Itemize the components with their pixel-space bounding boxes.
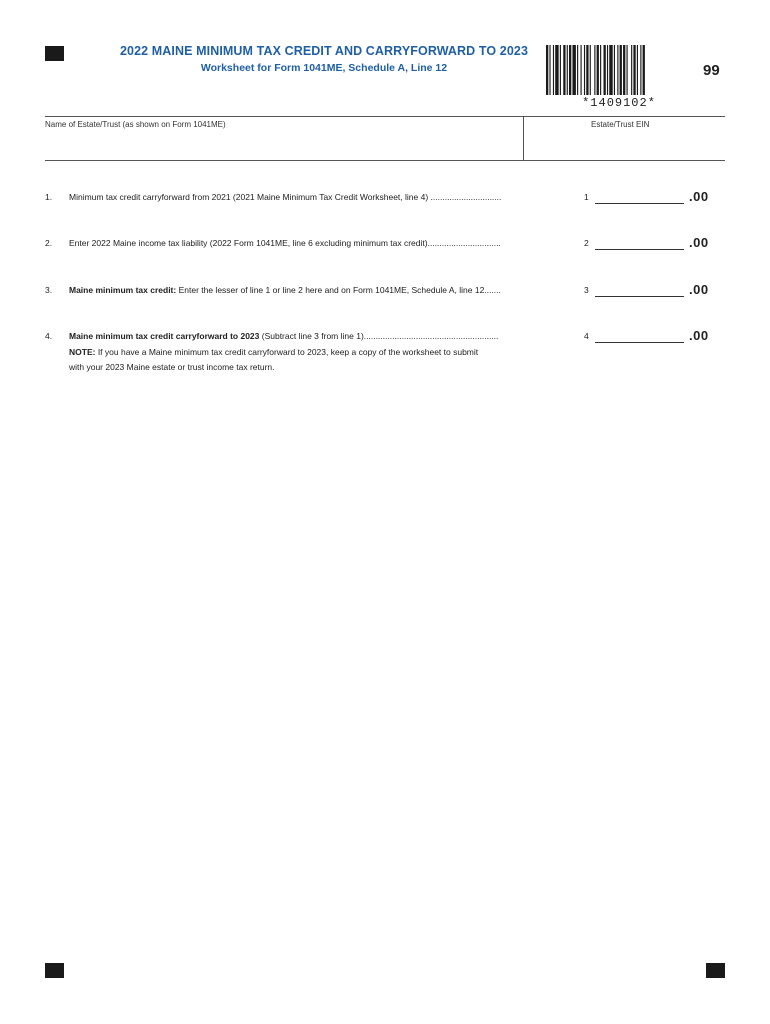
line-reference: 4: [584, 331, 589, 341]
form-title: 2022 MAINE MINIMUM TAX CREDIT AND CARRYFORWARD TO 2023: [120, 44, 528, 58]
ein-field[interactable]: [527, 132, 723, 158]
line-1-amount-field[interactable]: [595, 191, 684, 204]
note-line-1: If you have a Maine minimum tax credit carryforward to 2023, keep a copy of the worksheet to submit: [95, 347, 479, 357]
line-cents: .00: [689, 282, 709, 297]
barcode-text: *1409102*: [582, 96, 656, 110]
line-cents: .00: [689, 235, 709, 250]
form-code: 99: [703, 62, 720, 79]
note-label: NOTE:: [69, 347, 96, 357]
line-number: 4.: [45, 331, 53, 341]
ein-field-label: Estate/Trust EIN: [591, 120, 650, 129]
field-divider: [523, 116, 524, 160]
registration-mark-bottom-left: [45, 963, 64, 978]
registration-mark-bottom-right: [706, 963, 725, 978]
line-reference: 3: [584, 285, 589, 295]
note-line-2: with your 2023 Maine estate or trust income tax return.: [69, 362, 275, 372]
header-rule: [45, 116, 725, 117]
form-subtitle: Worksheet for Form 1041ME, Schedule A, Line 12: [200, 62, 448, 74]
line-cents: .00: [689, 189, 709, 204]
line-description: Enter 2022 Maine income tax liability (2022 Form 1041ME, line 6 excluding minimum tax credit)...............................: [69, 238, 501, 248]
fields-bottom-rule: [45, 160, 725, 161]
line-4-amount-field[interactable]: [595, 330, 684, 343]
line-number: 2.: [45, 238, 53, 248]
line-reference: 2: [584, 238, 589, 248]
line-description: Maine minimum tax credit: Enter the lesser of line 1 or line 2 here and on Form 1041ME, Schedule A, line 12.......: [69, 285, 501, 295]
line-description: Maine minimum tax credit carryforward to 2023 (Subtract line 3 from line 1).........................................................: [69, 331, 499, 341]
line-reference: 1: [584, 192, 589, 202]
name-field-label: Name of Estate/Trust (as shown on Form 1041ME): [45, 120, 226, 129]
line-cents: .00: [689, 328, 709, 343]
line-description: Minimum tax credit carryforward from 2021 (2021 Maine Minimum Tax Credit Worksheet, line 4) ..............................: [69, 192, 502, 202]
line-2-amount-field[interactable]: [595, 237, 684, 250]
line-3-amount-field[interactable]: [595, 284, 684, 297]
barcode-image: [546, 45, 692, 95]
note: [69, 347, 478, 357]
line-number: 3.: [45, 285, 53, 295]
line-number: 1.: [45, 192, 53, 202]
name-field[interactable]: [45, 132, 520, 158]
